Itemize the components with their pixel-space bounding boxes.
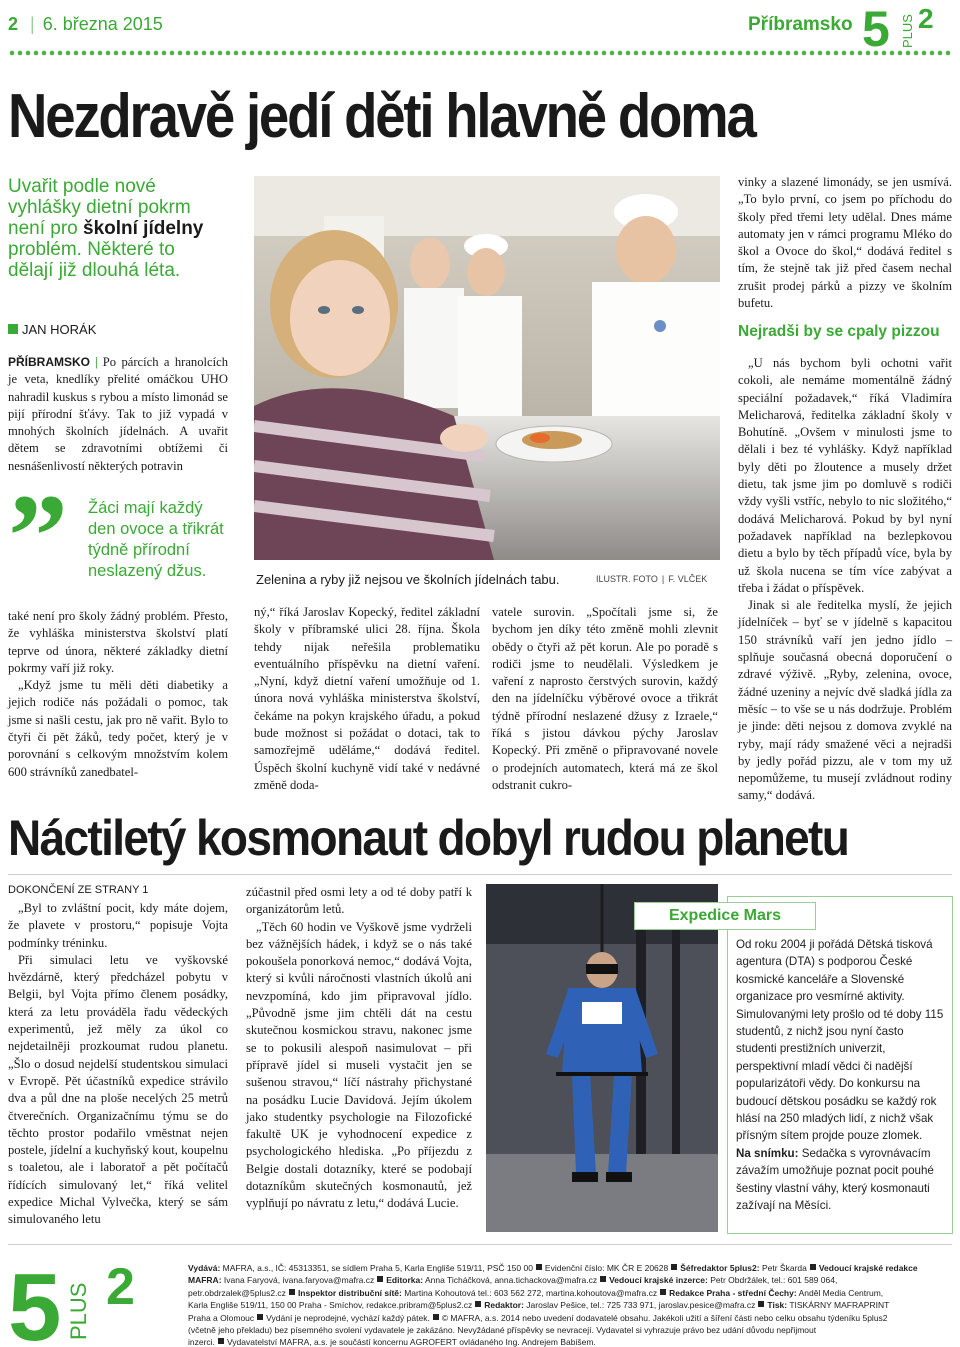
quote-mark-icon: ”	[8, 469, 68, 602]
svg-text:PLUS: PLUS	[66, 1282, 91, 1340]
5plus2-logo	[862, 2, 952, 50]
issue-date: | 6. března 2015	[30, 14, 163, 35]
headline-article-1: Nezdravě jedí děti hlavně doma	[8, 82, 755, 151]
photo-credit: ILUSTR. FOTO | F. VLČEK	[596, 574, 708, 584]
author-byline: JAN HORÁK	[22, 322, 97, 337]
sidebar-text: Od roku 2004 ji pořádá Dětská tisková agentura (DTA) s podporou České kosmické kanceláře a Slovenské organizace pro vesmírné aktivity. Simulovanými lety prošlo od té doby 115 studentů, z nichž jsou nyní často studenti prestižních univerzit, perspektivní mladí vědci či nadější popularizátoři vědy. Do konkursu na budoucí dětskou posádku se každý rok hlásí na 250 mladých lidí, z nichž však přísným sítem projde pouze zlomek. Na snímku: Sedačka s vyrovnávacím závažím umožňuje poznat pocit pouhé šestiny vlastní váhy, který kosmonauti zažívají na Měsíci.	[736, 938, 944, 1213]
dotted-divider	[8, 50, 952, 56]
svg-text:5: 5	[862, 2, 890, 50]
astronaut-harness-photo	[486, 884, 718, 1232]
pull-quote: Žáci mají každý den ovoce a třikrát týdně přírodní neslazený džus.	[88, 499, 224, 580]
author-square-icon	[8, 324, 18, 334]
svg-text:5: 5	[8, 1256, 62, 1344]
5plus2-logo-footer	[8, 1256, 148, 1344]
article-1-column-4-top: vinky a slazené limonády, se jen usmívá. „To bylo první, co jsem po příchodu do školy před třemi lety udělal. Dnes máme automaty jen v rámci programu Mléko do škol a Ovoce do škol,“ dodává ředitel s tím, že stejně tak již před časem nechal zrušit prodej párků a pizzy ve školním bufetu.	[738, 175, 952, 311]
continued-from: DOKONČENÍ ZE STRANY 1	[8, 884, 149, 896]
region-label: Příbramsko	[748, 14, 853, 35]
page-number: 2	[8, 14, 19, 34]
article-1-column-1-top: PŘÍBRAMSKO | Po párcích a hranolcích je veta, knedlíky přelité omáčkou UHO nahradil kuskus s rybou a místo limonád se pijí přírodní šťávy. Tak to již vypadá v mnohých školních jídelnách. A uvařit dětem se zdravotními obtížemi či nesnášenlivostí některých potravin	[8, 355, 228, 473]
svg-text:2: 2	[918, 3, 934, 34]
photo-caption: Zelenina a ryby již nejsou ve školních jídelnách tabu.	[256, 572, 560, 587]
article-2-column-2: zúčastnil před osmi lety a od té doby patří k organizátorům letů. „Těch 60 hodin ve Vyškově jsme vydrželi bez vážnějších hádek, i když se o nás také pokoušela ponorková nemoc,“ dodává Vojta, který si kvůli náročnosti vlastních úkolů ani nevzpomíná, kdo jim připravoval jídlo. „Původně jsme jim chtěli dát na cestu skutečnou kosmickou stravu, nakonec jsme se to pokusili alespoň nasimulovat – při přípravě jídel si museli vystačit jen se sušenou stravou,“ líčí nástrahy přichystané na posádku Lucie Davidová. Jejím úkolem jako studentky psychologie na Filozofické fakultě UK je vyhodnocení expedice z psychologického hlediska. „Po příjezdu z Belgie dostali dotazníky, které se podobají dotazníkům skutečných kosmonautů, jež vyplňují po návratu z letu,“ dodává Lucie.	[246, 885, 472, 1211]
school-canteen-photo	[254, 176, 720, 560]
article-1-column-4-bottom: „U nás bychom byli ochotni vařit cokoli, ale nemáme momentálně žádný speciální požadavek,“ říká Vladimíra Melicharová, ředitelka základní školy v Bohutíně. „Ovšem v minulosti jsme to dělali i bez té vyhlášky. Když například byly děti po žloutence a musely držet dietu, tak jsme jim po domluvě s rodiči vždy vyšli vstříc, nebylo to nic složitého,“ dodává Melicharová. Pokud by byl nyní požadavek například na bezlepkovou dietu a bylo by těch případů více, byla by už škola nucena se tím více zabývat a třeba i žádat o příspěvek. Jinak si ale ředitelka myslí, že jejich jídelníček – byť se v jídelně s kapacitou 150 strávníků vaří jen jedno jídlo – splňuje současná obecná doporučení o zdravé výživě. „Ryby, zelenina, ovoce, žádné uzeniny a nejvíc dvě sladká jídla za měsíc – to vše se u nás dodržuje. Problém je jinde: děti nejsou z domova zvyklé na ryby, mají rády smažené věci a nejradši by jedly pořád pizzu, ale v tom my už nepomůžeme, tu musejí zvládnout rodiny samy,“ dodává.	[738, 356, 952, 803]
article-1-column-1-bottom: také není pro školy žádný problém. Přesto, že vyhláška ministerstva školství platí teprve od února, některé základky dietní pokrmy vaří již roky. „Když jsme tu měli děti diabetiky a jejich rodiče nás požádali o pomoc, tak jsme si našli cestu, jak pro ně vařit. Bylo to čtyři či pět žáků, tedy počet, který je v porovnání s celkovým množstvím kolem 600 strávníků zanedbatel-	[8, 609, 228, 779]
article-1-column-2: ný,“ říká Jaroslav Kopecký, ředitel základní školy v příbramské ulici 28. října. Škola tehdy nijak neřešila problematiku eventuálního příspěvku na dietní vaření. „Nyní, když dietní vaření umožňuje od 1. února nová vyhláška ministerstva školství, čekáme na pokyn krajského úřadu, a pokud bude možnost si požádat o dotaci, tak to samozřejmě uděláme,“ dodává ředitel. Úspěch školní kuchyně vidí také v nedávné změně doda-	[254, 605, 480, 792]
kicker: PŘÍBRAMSKO	[8, 355, 91, 369]
article-1-lead: Uvařit podle nové vyhlášky dietní pokrm není pro školní jídelny problém. Některé to dělají již dlouhá léta.	[8, 176, 204, 281]
headline-article-2: Náctiletý kosmonaut dobyl rudou planetu	[8, 810, 849, 866]
svg-text:PLUS: PLUS	[900, 14, 915, 48]
svg-text:2: 2	[106, 1258, 135, 1316]
divider	[8, 874, 952, 875]
sidebar-title: Expedice Mars	[634, 902, 816, 930]
article-1-column-3: vatele surovin. „Spočítali jsme si, že bychom jen díky této změně mohli zlevnit obědy o čtyři až pět korun. Ale po poradě s rodiči jsme to neudělali. Výsledkem je vaření z naprosto čerstvých surovin, každý den na jídelníčku výběrové ovoce a třikrát týdně přírodní neslazené džusy z Izraele,“ říká s jistou dávkou pýchy Jaroslav Kopecký. Při změně o připravované novele o prodejních automatech, která má ze škol odstranit cukro-	[492, 605, 718, 792]
article-2-column-1: „Byl to zvláštní pocit, kdy máte dojem, že plavete v prostoru,“ popisuje Vojta podmínky tréninku. Při simulaci letu ve vyškovské hvězdárně, který předcházel pobytu v Belgii, byl Vojta přímo členem posádky, která za letu prováděla řadu vědeckých experimentů, jež měly za úkol co nejdetailněji prozkoumat rudou planetu. „Šlo o dosud nejdelší studentskou simulaci v Evropě. Pět účastníků expedice strávilo dva a půl dne na ploše necelých 25 metrů čtverečních. Organizačnímu týmu se do těchto prostor podařilo vměstnat nejen postele, jídelní a kuchyňský kout, koupelnu s toaletou, ale i laboratoř a pět počítačů řídících simulovaný let,“ říká velitel expedice Michal Vylvečka, který se sám simulovaného letu	[8, 901, 228, 1227]
footer-divider	[8, 1244, 952, 1245]
imprint: Vydává: MAFRA, a.s., IČ: 45313351, se sídlem Praha 5, Karla Engliše 519/11, PSČ 150 00 Evidenční číslo: MK ČR E 20628 Šéfredaktor 5plus2: Petr Škarda Vedoucí krajské redakce MAFRA: Ivana Faryová, ivana.faryova@mafra.cz Editorka: Anna Ticháčková, anna.tichackova@mafra.cz Vedoucí krajské inzerce: Petr Obdržálek, tel.: 601 589 064, petr.obdrzalek@5plus2.cz Inspektor distribuční sítě: Martina Kohoutová tel.: 603 562 272, martina.kohoutova@mafra.cz Redakce Praha - střední Čechy: Anděl Media Centrum, Karla Engliše 519/11, 150 00 Praha - Smíchov, redakce.pribram@5plus2.cz Redaktor: Jaroslav Pešice, tel.: 725 733 971, jaroslav.pesice@mafra.cz Tisk: TISKÁRNY MAFRAPRINT Praha a Olomouc Vydání je neprodejné, vychází každý pátek. © MAFRA, a.s. 2014 nebo uvedení dodavatelé obsahu. Jakékoli užití a šíření části nebo celku obsahu týdeníku 5plus2 (včetně jeho překladu) bez písemného svolení vydavatele je zakázáno. Nevyžádané příspěvky se nevracejí. Vydavatel si vyhrazuje právo bez udání důvodu nepřijmout inzerci. Vydavatelství MAFRA, a.s. je součástí koncernu AGROFERT ovládaného Ing. Andrejem Babišem.	[188, 1263, 918, 1347]
article-1-subheading: Nejradši by se cpaly pizzou	[738, 323, 940, 340]
